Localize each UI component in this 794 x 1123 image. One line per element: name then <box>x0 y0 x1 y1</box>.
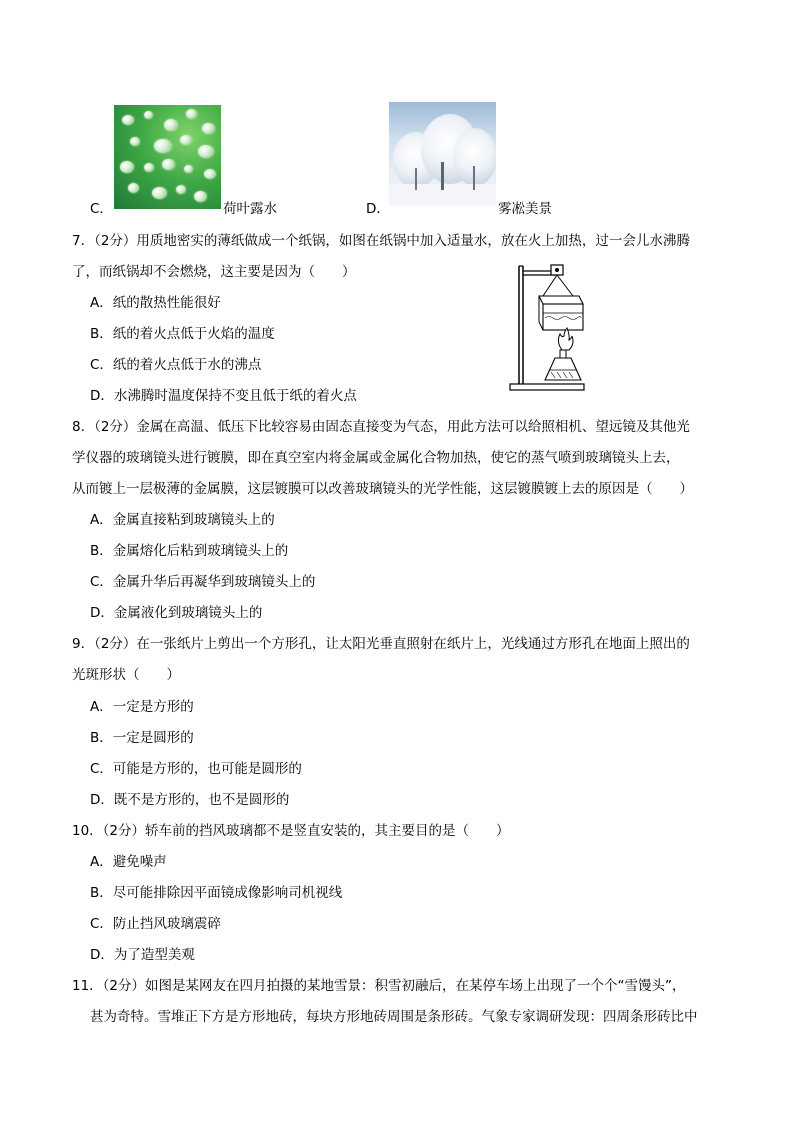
option-d-caption: 雾凇美景 <box>498 201 552 217</box>
q9-option-b: B．一定是圆形的 <box>90 730 194 746</box>
q9-option-a: A．一定是方形的 <box>90 699 194 715</box>
q7-option-c: C．纸的着火点低于水的沸点 <box>90 357 262 373</box>
q7-option-a: A．纸的散热性能很好 <box>90 295 221 311</box>
q7-option-d: D．水沸腾时温度保持不变且低于纸的着火点 <box>90 388 357 404</box>
q7-stem-line-2: 了，而纸锅却不会燃烧，这主要是因为（ ） <box>72 264 356 280</box>
q10-option-a: A．避免噪声 <box>90 854 167 870</box>
q8-stem-line-3: 从而镀上一层极薄的金属膜，这层镀膜可以改善玻璃镜头的光学性能，这层镀膜镀上去的原因是（ ） <box>72 481 693 497</box>
option-c-caption: 荷叶露水 <box>223 201 277 217</box>
q7-option-b: B．纸的着火点低于火焰的温度 <box>90 326 275 342</box>
q8-stem-line-1: 8．（2分）金属在高温、低压下比较容易由固态直接变为气态，用此方法可以给照相机、望远镜及其他光 <box>72 419 690 435</box>
option-c-letter: C． <box>90 201 113 217</box>
q8-option-b: B．金属熔化后粘到玻璃镜头上的 <box>90 543 289 559</box>
q9-option-d: D．既不是方形的，也不是圆形的 <box>90 792 290 808</box>
q10-stem-line-1: 10．（2分）轿车前的挡风玻璃都不是竖直安装的，其主要目的是（ ） <box>72 823 510 839</box>
q9-stem-line-2: 光斑形状（ ） <box>72 667 180 683</box>
q11-stem-line-2: 甚为奇特。雪堆正下方是方形地砖，每块方形地砖周围是条形砖。气象专家调研发现：四周条形砖比中 <box>90 1009 698 1025</box>
q8-option-c: C．金属升华后再凝华到玻璃镜头上的 <box>90 574 316 590</box>
q9-stem-line-1: 9．（2分）在一张纸片上剪出一个方形孔，让太阳光垂直照射在纸片上，光线通过方形孔在地面上照出的 <box>72 636 690 652</box>
q8-option-a: A．金属直接粘到玻璃镜头上的 <box>90 512 275 528</box>
q7-stem-line-1: 7．（2分）用质地密实的薄纸做成一个纸锅，如图在纸锅中加入适量水，放在火上加热，过一会儿水沸腾 <box>72 233 690 249</box>
lotus-leaf-dew-photo <box>114 105 221 209</box>
paper-pot-apparatus-figure <box>505 258 603 394</box>
q10-option-b: B．尽可能排除因平面镜成像影响司机视线 <box>90 885 343 901</box>
q9-option-c: C．可能是方形的，也可能是圆形的 <box>90 761 302 777</box>
option-d-letter: D． <box>366 201 390 217</box>
q10-option-d: D．为了造型美观 <box>90 947 195 963</box>
rime-trees-photo <box>389 102 496 206</box>
q8-stem-line-2: 学仪器的玻璃镜头进行镀膜，即在真空室内将金属或金属化合物加热，使它的蒸气喷到玻璃镜头上去， <box>72 450 680 466</box>
q10-option-c: C．防止挡风玻璃震碎 <box>90 916 221 932</box>
q8-option-d: D．金属液化到玻璃镜头上的 <box>90 605 263 621</box>
q11-stem-line-1: 11．（2分）如图是某网友在四月拍摄的某地雪景：积雪初融后，在某停车场上出现了一个个“雪馒头”， <box>72 978 686 994</box>
